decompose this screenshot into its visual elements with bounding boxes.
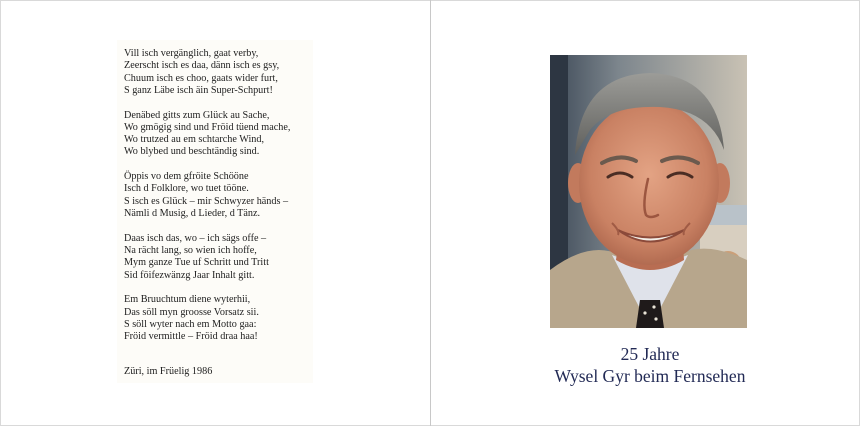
poem-line: Mym ganze Tue uf Schritt und Tritt [124, 257, 269, 269]
poem-line: Zeerscht isch es daa, dänn isch es gsy, [124, 60, 280, 72]
poem-stanza [124, 48, 324, 97]
poem-line: Wo trutzed au em schtarche Wind, [124, 134, 265, 146]
poem-line: Chuum isch es choo, gaats wider furt, [124, 72, 278, 84]
poem-line: Em Bruuchtum diene wyterhii, [124, 294, 251, 306]
poem-line: Isch d Folklore, wo tuet tööne. [124, 183, 249, 195]
poem-stanza [124, 171, 324, 220]
poem-line: Daas isch das, wo – ich sägs offe – [124, 232, 267, 244]
card-fold-line [430, 0, 431, 426]
poem-line: Na rächt lang, so wien ich hoffe, [124, 245, 257, 257]
poem-stanza [124, 294, 324, 343]
poem-line: Denäbed gitts zum Glück au Sache, [124, 109, 270, 121]
poem-line: Nämli d Musig, d Lieder, d Tänz. [124, 208, 261, 220]
portrait-photo [550, 55, 747, 328]
poem-line: S ganz Läbe isch äin Super-Schpurt! [124, 84, 273, 96]
poem-line: Fröid vermittle – Fröid draa haa! [124, 331, 258, 343]
poem-line: S söll wyter nach em Motto gaa: [124, 318, 257, 330]
poem-stanza [124, 233, 324, 282]
poem-line: Sid föifezwänzg Jaar Inhalt gitt. [124, 269, 255, 281]
cover-title-name: Wysel Gyr beim Fernsehen [554, 366, 746, 386]
poem-line: Öppis vo dem gfröite Schööne [124, 171, 249, 183]
poem-line: S isch es Glück – mir Schwyzer händs – [124, 195, 289, 207]
poem-line: Das söll myn groosse Vorsatz sii. [124, 306, 259, 318]
poem-stanza [124, 110, 324, 159]
cover-title-years: 25 Jahre [620, 344, 680, 364]
poem-place-date: Züri, im Früelig 1986 [124, 366, 213, 377]
poem-line: Wo gmögig sind und Fröid tüend mache, [124, 121, 291, 133]
poem-line: Vill isch vergänglich, gaat verby, [124, 48, 259, 59]
poem-line: Wo blybed und beschtändig sind. [124, 146, 260, 158]
poem [124, 48, 324, 356]
cover-title [535, 343, 765, 387]
